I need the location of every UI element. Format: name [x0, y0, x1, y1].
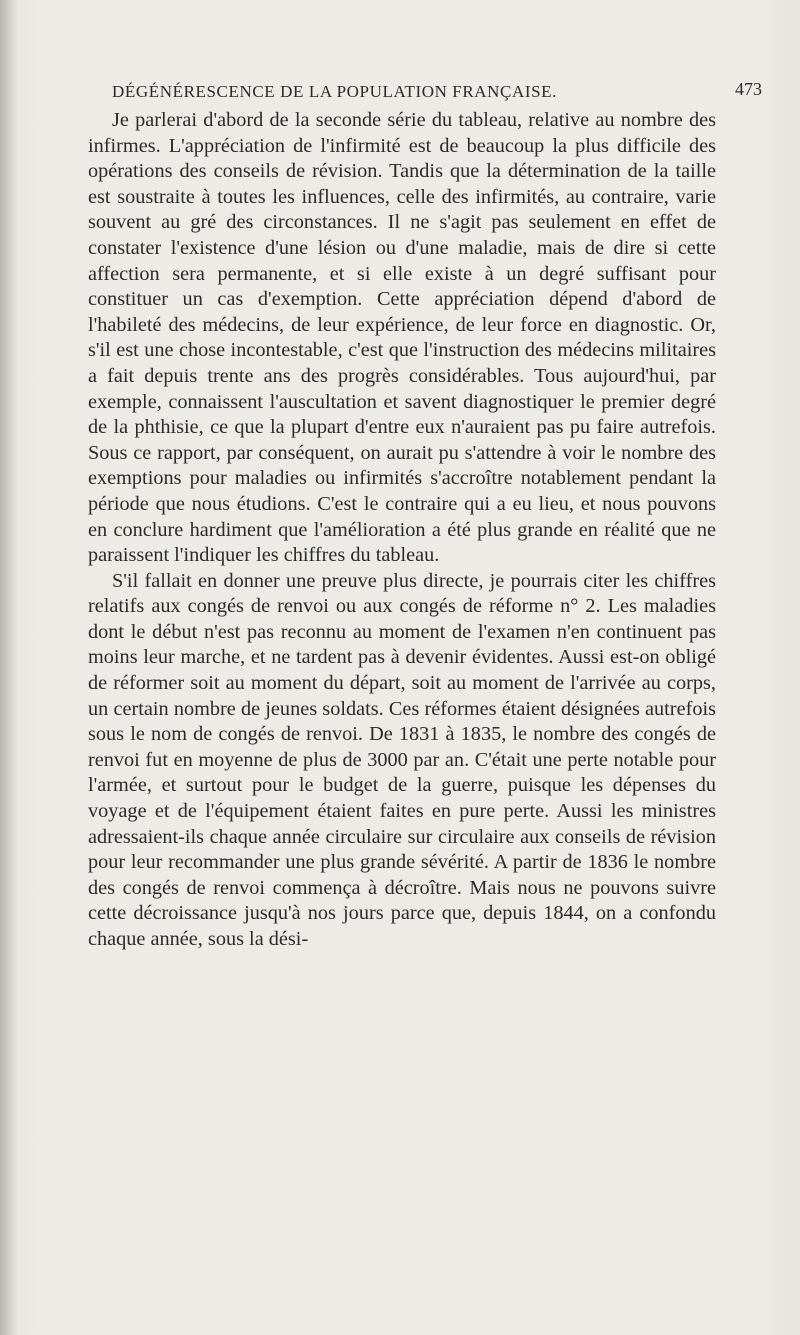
running-title: DÉGÉNÉRESCENCE DE LA POPULATION FRANÇAISE. [112, 82, 558, 101]
body-text [88, 108, 716, 953]
page-number: 473 [735, 79, 762, 99]
page-header [112, 79, 762, 108]
binding-shadow [0, 0, 18, 1335]
paragraph-infirmities: Je parlerai d'abord de la seconde série du tableau, relative au nombre des infirmes. L'appréciation de l'infirmité est de beaucoup la plus difficile des opérations des conseils de révision. Tandis que la détermination de la taille est soustraite à toutes les influences, celle des infirmités, au contraire, varie souvent au gré des circonstances. Il ne s'agit pas seulement en effet de constater l'existence d'une lésion ou d'une maladie, mais de dire si cette affection sera permanente, et si elle existe à un degré suffisant pour constituer un cas d'exemption. Cette appréciation dépend d'abord de l'habileté des médecins, de leur expérience, de leur force en diagnostic. Or, s'il est une chose incontestable, c'est que l'instruction des médecins militaires a fait depuis trente ans des progrès considérables. Tous aujourd'hui, par exemple, connaissent l'auscultation et savent diagnostiquer le premier degré de la phthisie, ce que la plupart d'entre eux n'auraient pas pu faire autrefois. Sous ce rapport, par conséquent, on aurait pu s'attendre à voir le nombre des exemptions pour maladies ou infirmités s'accroître notablement pendant la période que nous étudions. C'est le contraire qui a eu lieu, et nous pouvons en conclure hardiment que l'amélioration a été plus grande en réalité que ne paraissent l'indiquer les chiffres du tableau. [88, 109, 716, 567]
paragraph-conges-de-renvoi: S'il fallait en donner une preuve plus directe, je pourrais citer les chiffres relatifs aux congés de renvoi ou aux congés de réforme n° 2. Les maladies dont le début n'est pas reconnu au moment de l'examen n'en continuent pas moins leur marche, et ne tardent pas à devenir évidentes. Aussi est-on obligé de réformer soit au moment du départ, soit au moment de l'arrivée au corps, un certain nombre de jeunes soldats. Ces réformes étaient désignées autrefois sous le nom de congés de renvoi. De 1831 à 1835, le nombre des congés de renvoi fut en moyenne de plus de 3000 par an. C'était une perte notable pour l'armée, et surtout pour le budget de la guerre, puisque les dépenses du voyage et de l'équipement étaient faites en pure perte. Aussi les ministres adressaient-ils chaque année circulaire sur circulaire aux conseils de révision pour leur recommander une plus grande sévérité. A partir de 1836 le nombre des congés de renvoi commença à décroître. Mais nous ne pouvons suivre cette décroissance jusqu'à nos jours parce que, depuis 1844, on a confondu chaque année, sous la dési- [88, 569, 716, 950]
